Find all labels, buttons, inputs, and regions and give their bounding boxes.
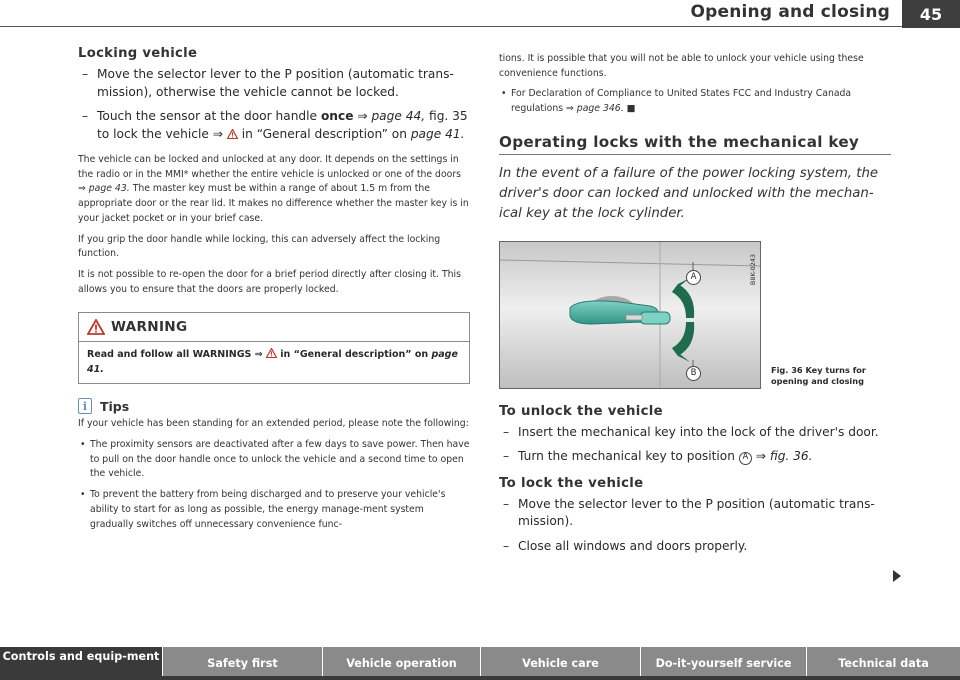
door-lock-figure bbox=[499, 241, 761, 389]
unlock-step-1: – Insert the mechanical key into the lock of the driver's door. bbox=[499, 424, 891, 442]
figure-row bbox=[499, 241, 891, 389]
tips-title: Tips bbox=[100, 398, 130, 414]
warning-title: WARNING bbox=[111, 319, 188, 336]
mechanical-key-heading: Operating locks with the mechanical key bbox=[499, 133, 891, 155]
page-number: 45 bbox=[902, 0, 960, 28]
info-icon: i bbox=[78, 398, 92, 414]
lock-step-1: – Move the selector lever to the P position (automatic trans-mission). bbox=[499, 496, 891, 531]
figure-caption: Fig. 36 Key turns for opening and closing bbox=[771, 364, 866, 386]
warning-triangle-icon bbox=[266, 348, 277, 358]
warning-body: Read and follow all WARNINGS ⇒ in “General description” on page 41. bbox=[87, 349, 458, 376]
reopen-paragraph: It is not possible to re-open the door for a brief period directly after closing it. This allows you to ensure that the doors are properly locked. bbox=[78, 268, 461, 295]
lock-heading: To lock the vehicle bbox=[499, 475, 644, 491]
tab-controls-and-equipment[interactable]: Controls and equip-ment bbox=[0, 647, 163, 680]
header-rule bbox=[0, 26, 960, 27]
warning-triangle-icon bbox=[87, 319, 105, 335]
tab-safety-first[interactable]: Safety first bbox=[163, 647, 323, 680]
tips-item: • The proximity sensors are deactivated after a few days to save power. Then have to pull on the door handle once to unlock the vehicle and a second time to open the vehicle. bbox=[78, 438, 470, 482]
grip-paragraph: If you grip the door handle while locking, this can adversely affect the locking function. bbox=[78, 233, 441, 260]
fig-36-ref[interactable]: ⇒ fig. 36. bbox=[755, 449, 813, 464]
end-mark: ■ bbox=[626, 103, 636, 115]
continue-arrow-icon[interactable] bbox=[893, 570, 901, 582]
locking-step-2: – Touch the sensor at the door handle once ⇒ page 44, fig. 35 to lock the vehicle ⇒ in “General description” on page 41. bbox=[78, 108, 470, 143]
position-b-label: B bbox=[686, 366, 701, 381]
unlock-heading: To unlock the vehicle bbox=[499, 403, 663, 419]
warning-page-ref[interactable]: page 41. bbox=[87, 349, 458, 376]
section-title: Opening and closing bbox=[690, 2, 890, 22]
warning-triangle-icon bbox=[227, 129, 238, 139]
lock-step-2: – Close all windows and doors properly. bbox=[499, 538, 891, 556]
mechanical-key-intro: In the event of a failure of the power locking system, the driver's door can locked and unlocked with the mechan-ical key at the lock cylinder. bbox=[499, 165, 879, 221]
figure-code: B8K-0243 bbox=[749, 253, 757, 285]
tab-vehicle-care[interactable]: Vehicle care bbox=[481, 647, 641, 680]
warning-box bbox=[78, 312, 470, 384]
page-ref-41[interactable]: page 41. bbox=[410, 126, 465, 141]
tips-intro: If your vehicle has been standing for an extended period, please note the following: bbox=[78, 418, 469, 430]
bottom-bar bbox=[0, 676, 960, 680]
position-a-label: A bbox=[686, 270, 701, 285]
right-column bbox=[499, 52, 891, 562]
continued-paragraph: tions. It is possible that you will not be able to unlock your vehicle using these convenience functions. bbox=[499, 53, 864, 79]
locking-vehicle-heading: Locking vehicle bbox=[78, 46, 198, 61]
page-ref-43[interactable]: ⇒ page 43. bbox=[78, 183, 130, 195]
locking-step-1: – Move the selector lever to the P position (automatic trans-mission), otherwise the vehicle cannot be locked. bbox=[78, 66, 470, 101]
left-column bbox=[78, 46, 470, 538]
tips-item: • To prevent the battery from being discharged and to preserve your vehicle's ability to start for as long as possible, the energy manage-ment system gradually switches off unnecessary convenience func- bbox=[78, 488, 470, 532]
position-a-ref: A bbox=[739, 452, 752, 465]
once-text: once bbox=[320, 109, 354, 123]
page-ref-346[interactable]: ⇒ page 346. bbox=[566, 103, 624, 115]
fcc-note: • For Declaration of Compliance to United States FCC and Industry Canada regulations ⇒ page 346. ■ bbox=[499, 87, 891, 116]
tips-header bbox=[78, 398, 470, 414]
page-ref-44[interactable]: ⇒ page 44, bbox=[357, 109, 426, 123]
tab-technical-data[interactable]: Technical data bbox=[807, 647, 960, 680]
tab-do-it-yourself-service[interactable]: Do-it-yourself service bbox=[641, 647, 807, 680]
tab-vehicle-operation[interactable]: Vehicle operation bbox=[323, 647, 481, 680]
range-paragraph: The vehicle can be locked and unlocked at any door. It depends on the settings in the radio or in the MMI* whether the entire vehicle is unlocked or one of the doors ⇒ page 43. The master key must be within a range of about 1.5 m from the appropriate door or the rear lid. It makes no difference whether the master key is in your jacket pocket or in your brief case. bbox=[78, 154, 469, 224]
unlock-step-2: – Turn the mechanical key to position A ⇒ fig. 36. bbox=[499, 448, 891, 466]
door-handle-illustration bbox=[500, 242, 761, 389]
